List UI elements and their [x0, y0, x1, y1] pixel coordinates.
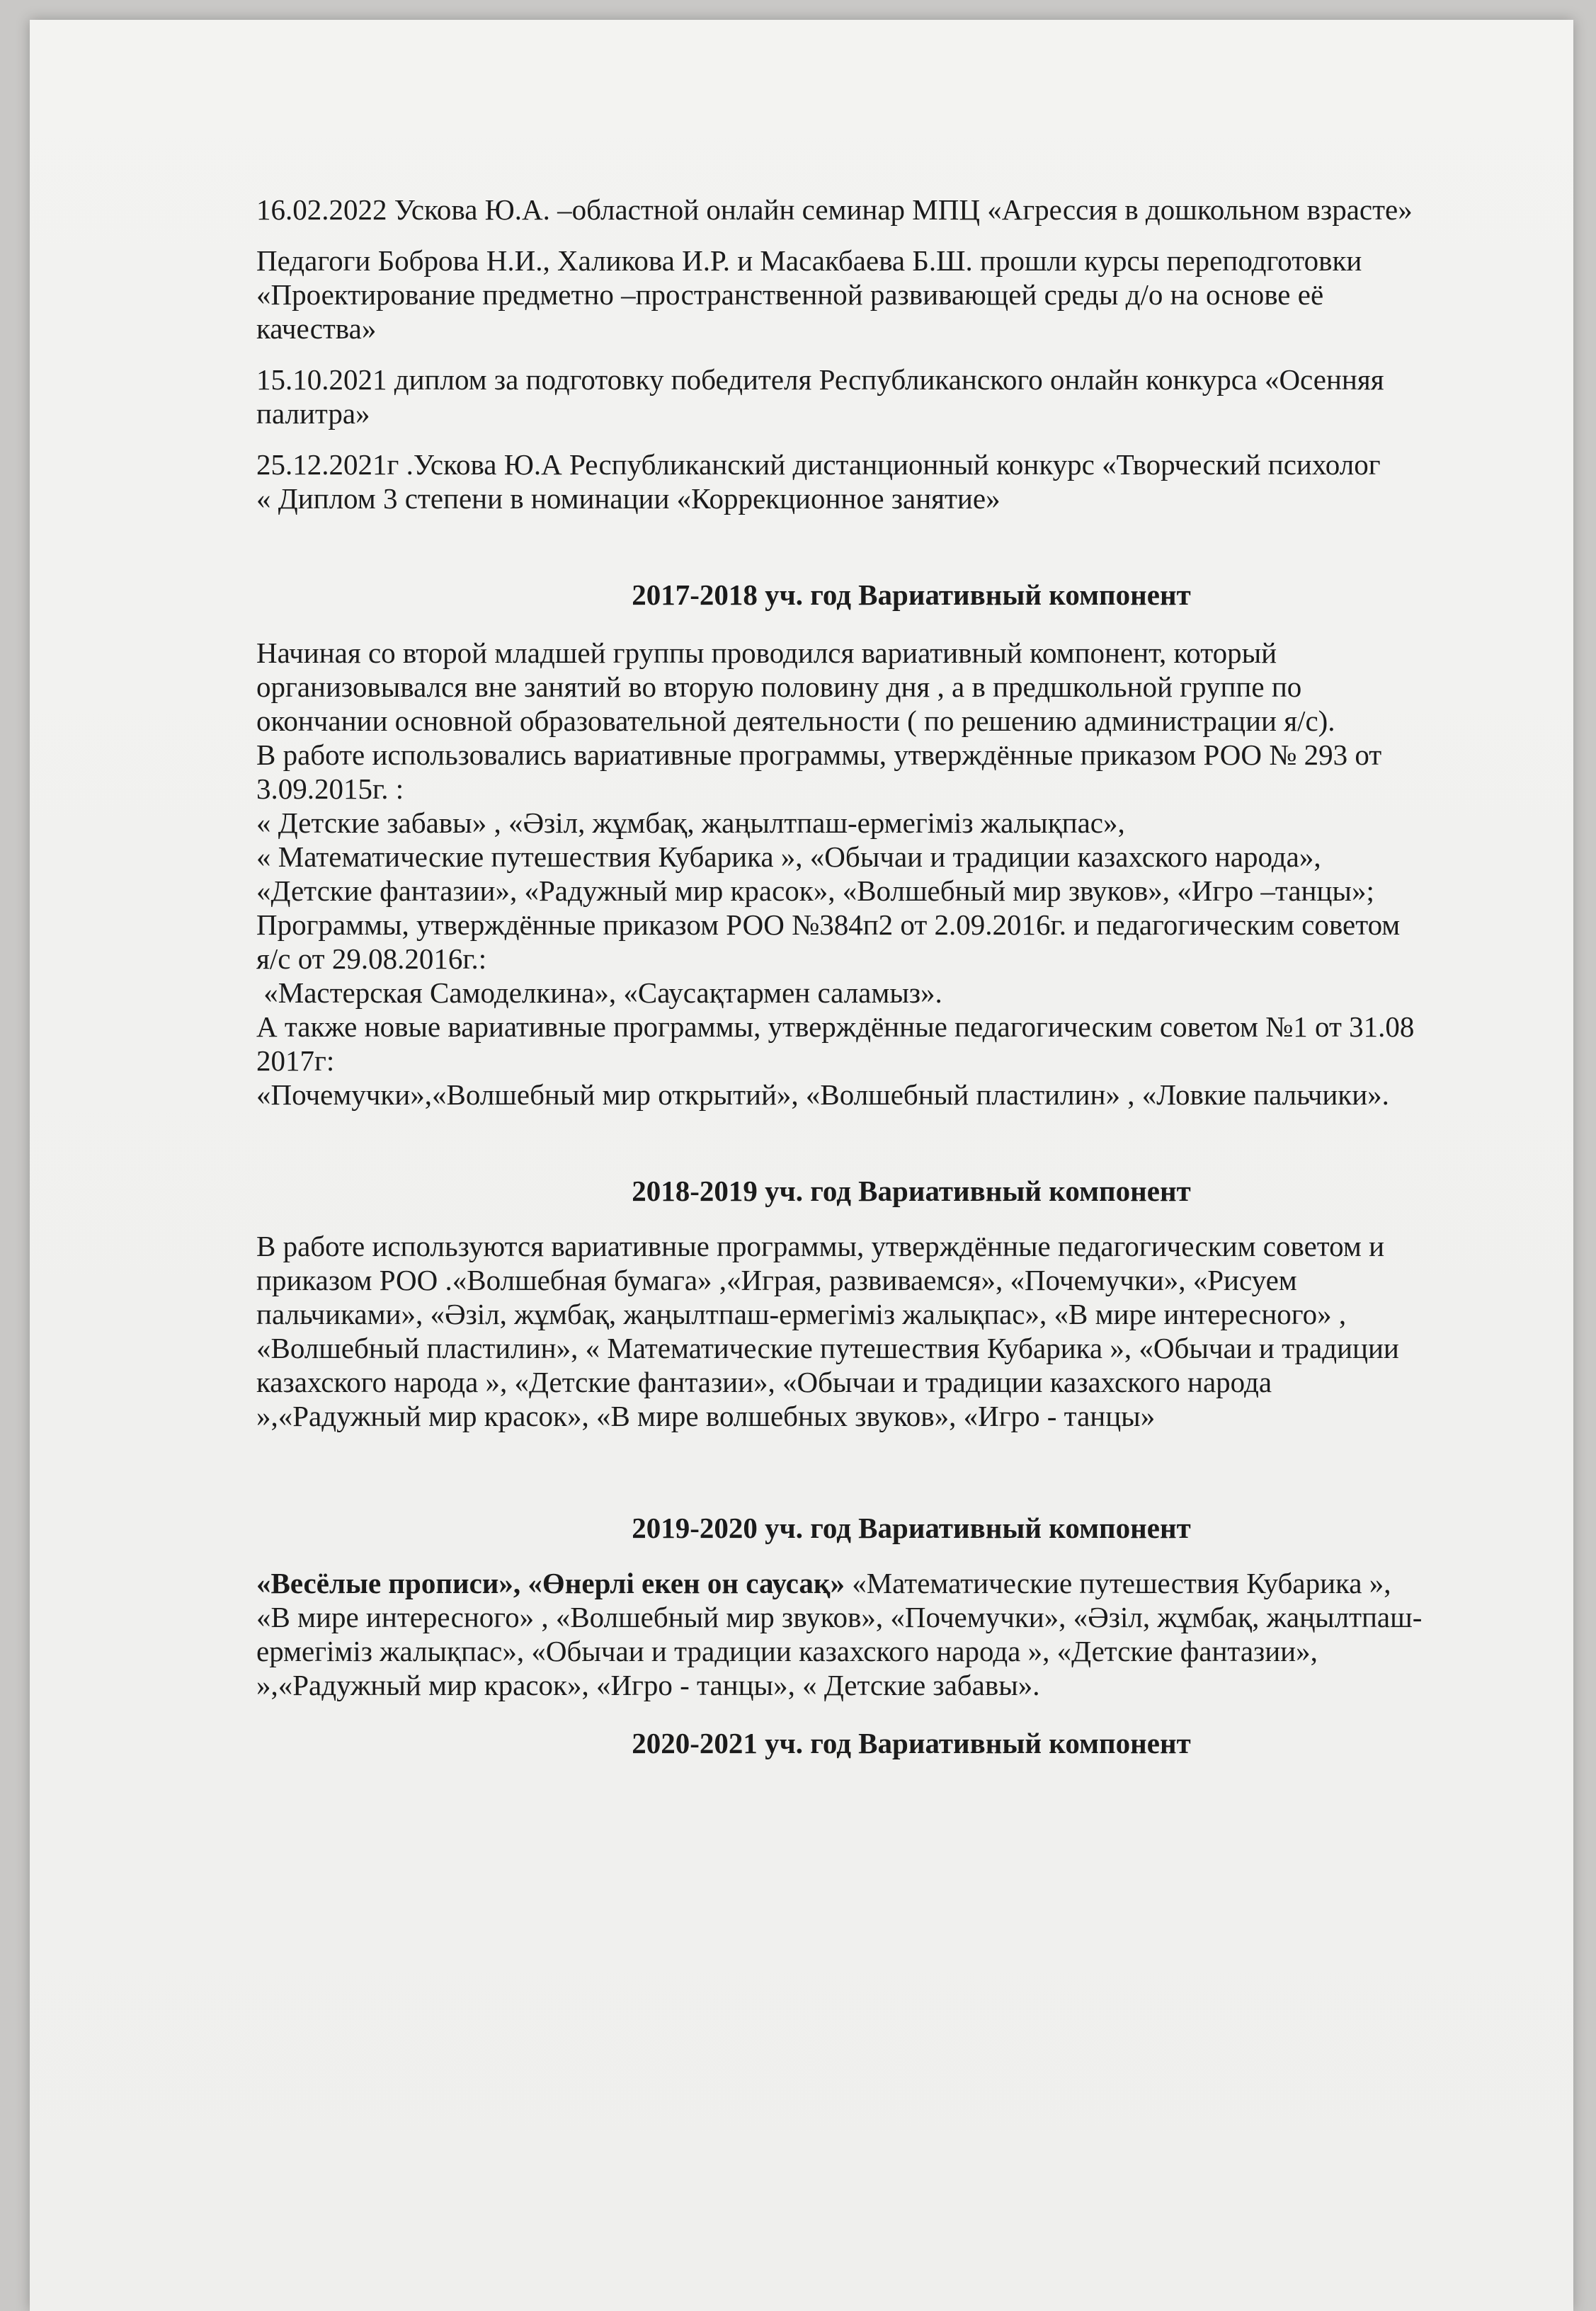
- text-line: казахского народа », «Детские фантазии», «Обычаи и традиции казахского народа: [256, 1366, 1272, 1398]
- text-line: « Диплом 3 степени в номинации «Коррекционное занятие»: [256, 482, 1001, 515]
- text-line: палитра»: [256, 397, 370, 430]
- text-line: [256, 1566, 1566, 1600]
- bold-program-names: «Весёлые прописи», «Өнерлі екен он саусақ»: [256, 1567, 845, 1599]
- text-line: 25.12.2021г .Ускова Ю.А Республиканский дистанционный конкурс «Творческий психолог: [256, 448, 1381, 481]
- text-line: В работе используются вариативные программы, утверждённые педагогическим советом и: [256, 1230, 1385, 1262]
- section-paragraph: [256, 636, 1566, 1112]
- text-line: Начиная со второй младшей группы проводился вариативный компонент, который: [256, 637, 1277, 669]
- text-line: окончании основной образовательной деятельности ( по решению администрации я/с).: [256, 704, 1335, 737]
- section-heading: 2020-2021 уч. год Вариативный компонент: [632, 1727, 1191, 1759]
- text-line: « Детские забавы» , «Әзіл, жұмбақ, жаңылтпаш-ермегіміз жалықпас»,: [256, 806, 1125, 839]
- text-line: «Мастерская Самоделкина», «Саусақтармен саламыз».: [256, 976, 942, 1009]
- document-page: [30, 20, 1573, 2311]
- text-line: Программы, утверждённые приказом РОО №384п2 от 2.09.2016г. и педагогическим советом: [256, 908, 1401, 941]
- text-line: «Почемучки»,«Волшебный мир открытий», «Волшебный пластилин» , «Ловкие пальчики».: [256, 1078, 1389, 1111]
- text-line: пальчиками», «Әзіл, жұмбақ, жаңылтпаш-ермегіміз жалықпас», «В мире интересного» ,: [256, 1298, 1347, 1330]
- text-line: качества»: [256, 312, 377, 345]
- text-line: я/с от 29.08.2016г.:: [256, 942, 487, 975]
- section-heading: 2019-2020 уч. год Вариативный компонент: [632, 1512, 1191, 1544]
- section-heading: 2017-2018 уч. год Вариативный компонент: [632, 578, 1191, 611]
- text-line: организовывался вне занятий во вторую половину дня , а в предшкольной группе по: [256, 671, 1302, 703]
- section-paragraph: [256, 1229, 1566, 1433]
- text-line: 16.02.2022 Ускова Ю.А. –областной онлайн семинар МПЦ «Агрессия в дошкольном взрасте»: [256, 193, 1413, 226]
- text-line: ермегіміз жалықпас», «Обычаи и традиции казахского народа », «Детские фантазии»,: [256, 1635, 1318, 1667]
- text-line: 15.10.2021 диплом за подготовку победителя Республиканского онлайн конкурса «Осенняя: [256, 363, 1384, 396]
- text-line: А также новые вариативные программы, утверждённые педагогическим советом №1 от 31.08: [256, 1010, 1415, 1043]
- text-line: »,«Радужный мир красок», «Игро - танцы», « Детские забавы».: [256, 1669, 1040, 1701]
- text-line: Педагоги Боброва Н.И., Халикова И.Р. и Масакбаева Б.Ш. прошли курсы переподготовки: [256, 244, 1362, 277]
- document-text: [256, 193, 1566, 1760]
- news-item: [256, 363, 1566, 430]
- section-paragraph: [256, 1566, 1566, 1702]
- section-heading: 2018-2019 уч. год Вариативный компонент: [632, 1175, 1191, 1207]
- text-line: «Волшебный пластилин», « Математические путешествия Кубарика », «Обычаи и традиции: [256, 1332, 1399, 1364]
- text-line: 3.09.2015г. :: [256, 772, 404, 805]
- news-item: [256, 193, 1566, 227]
- text-line: 2017г:: [256, 1044, 335, 1077]
- text-line: «В мире интересного» , «Волшебный мир звуков», «Почемучки», «Әзіл, жұмбақ, жаңылтпаш-: [256, 1601, 1423, 1633]
- news-item: [256, 244, 1566, 346]
- text-line: « Математические путешествия Кубарика », «Обычаи и традиции казахского народа»,: [256, 840, 1321, 873]
- text-line: »,«Радужный мир красок», «В мире волшебных звуков», «Игро - танцы»: [256, 1400, 1156, 1432]
- text-line: «Проектирование предметно –пространственной развивающей среды д/о на основе её: [256, 278, 1324, 311]
- text-line: приказом РОО .«Волшебная бумага» ,«Играя, развиваемся», «Почемучки», «Рисуем: [256, 1264, 1297, 1296]
- news-item: [256, 447, 1566, 515]
- text-line: «Детские фантазии», «Радужный мир красок», «Волшебный мир звуков», «Игро –танцы»;: [256, 874, 1374, 907]
- text-line: В работе использовались вариативные программы, утверждённые приказом РОО № 293 от: [256, 738, 1382, 771]
- program-names: «Математические путешествия Кубарика »,: [844, 1567, 1391, 1599]
